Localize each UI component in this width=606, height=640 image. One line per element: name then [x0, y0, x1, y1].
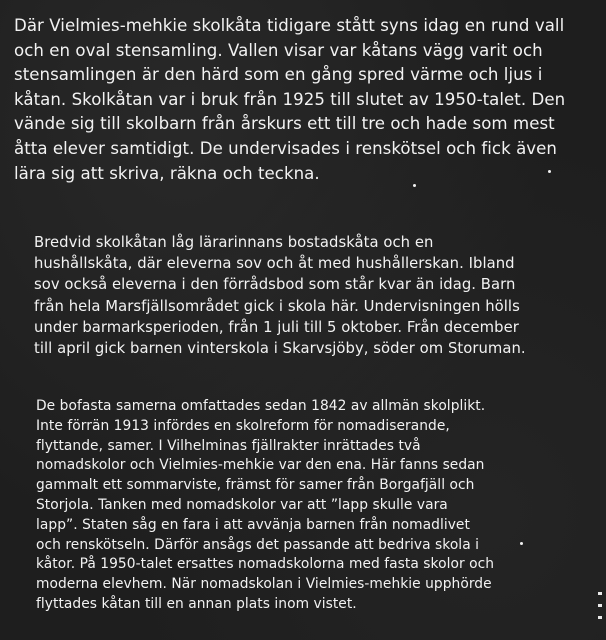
- text-line: Där Vielmies-mehkie skolkåta tidigare stått syns idag en rund vall: [14, 16, 565, 35]
- edge-mark: [598, 604, 602, 607]
- text-line: åtta elever samtidigt. De undervisades i renskötsel och fick även: [14, 138, 557, 158]
- text-line: gammalt ett sommarviste, främst för samer från Borgafjäll och: [36, 477, 475, 494]
- surface-speck: [548, 170, 551, 173]
- edge-marks: [598, 592, 604, 632]
- text-line: flyttande, samer. I Vilhelminas fjällrakter inrättades två: [36, 437, 421, 454]
- paragraph-school-history: [36, 397, 494, 615]
- edge-mark: [598, 592, 602, 595]
- text-line: Storjola. Tanken med nomadskolor var att ”lapp skulle vara: [36, 496, 448, 513]
- text-line: nomadskolor och Vielmies-mehkie var den ena. Här fanns sedan: [36, 457, 485, 474]
- text-line: stensamlingen är den härd som en gång spred värme och ljus i: [14, 65, 543, 85]
- text-line: hushållskåta, där eleverna sov och åt med hushållerskan. Ibland: [34, 255, 515, 273]
- text-line: flyttades kåtan till en annan plats inom vistet.: [36, 595, 357, 612]
- text-line: sov också eleverna i den förrådsbod som står kvar än idag. Barn: [34, 276, 516, 294]
- text-line: från hela Marsfjällsområdet gick i skola här. Undervisningen hölls: [34, 297, 520, 315]
- text-line: kåtor. På 1950-talet ersattes nomadskolorna med fasta skolor och: [36, 556, 495, 573]
- text-line: och en oval stensamling. Vallen visar var kåtans vägg varit och: [14, 40, 543, 60]
- text-line: lära sig att skriva, räkna och teckna.: [14, 163, 320, 183]
- text-line: moderna elevhem. När nomadskolan i Vielmies-mehkie upphörde: [36, 576, 492, 593]
- text-line: De bofasta samerna omfattades sedan 1842 av allmän skolplikt.: [36, 398, 486, 414]
- surface-speck: [413, 184, 416, 187]
- text-line: Bredvid skolkåtan låg lärarinnans bostadskåta och en: [34, 234, 434, 251]
- text-line: och renskötseln. Därför ansågs det passande att bedriva skola i: [36, 536, 480, 553]
- text-line: lapp”. Staten såg en fara i att avvänja barnen från nomadlivet: [36, 516, 470, 533]
- paragraph-school-kata: [14, 14, 565, 186]
- edge-mark: [598, 616, 602, 619]
- surface-speck: [520, 542, 523, 545]
- text-line: kåtan. Skolkåtan var i bruk från 1925 till slutet av 1950-talet. Den: [14, 89, 566, 109]
- paragraph-housing-kata: [34, 232, 526, 359]
- text-line: till april gick barnen vinterskola i Skarvsjöby, söder om Storuman.: [34, 340, 526, 358]
- text-line: Inte förrän 1913 infördes en skolreform för nomadiserande,: [36, 417, 450, 434]
- text-line: under barmarksperioden, från 1 juli till 5 oktober. Från december: [34, 318, 519, 336]
- text-line: vände sig till skolbarn från årskurs ett till tre och hade som mest: [14, 114, 555, 134]
